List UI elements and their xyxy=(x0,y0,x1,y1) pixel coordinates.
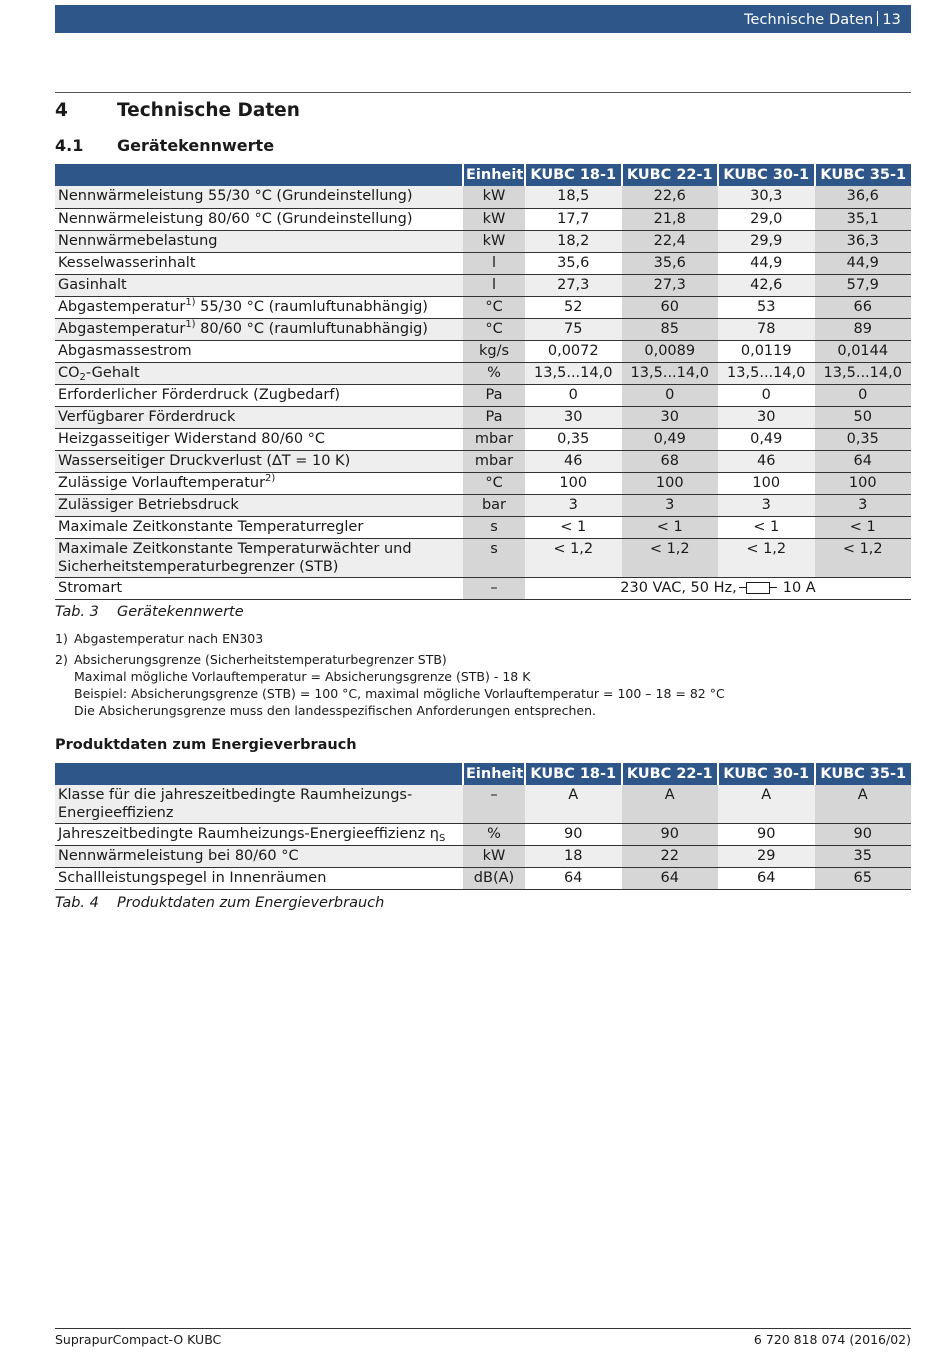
footnote-mark: 2) xyxy=(55,652,68,667)
row-value: 29,9 xyxy=(718,230,815,252)
row-value: 30 xyxy=(718,406,815,428)
table-row xyxy=(55,785,911,824)
row-value: 18 xyxy=(525,846,622,868)
row-value: 35 xyxy=(815,846,912,868)
row-unit: l xyxy=(463,252,525,274)
row-value: 89 xyxy=(815,318,912,340)
row-label: Zulässiger Betriebsdruck xyxy=(55,494,463,516)
footnote-text xyxy=(74,630,263,647)
row-value: 68 xyxy=(622,450,719,472)
table-row xyxy=(55,362,911,384)
row-value: 3 xyxy=(622,494,719,516)
table-row xyxy=(55,208,911,230)
row-value: 64 xyxy=(815,450,912,472)
header-cell-kubc22: KUBC 22-1 xyxy=(622,164,719,186)
row-value: 13,5...14,0 xyxy=(815,362,912,384)
table-row xyxy=(55,274,911,296)
caption-tab-number: Tab. 4 xyxy=(55,895,99,911)
row-value: 57,9 xyxy=(815,274,912,296)
header-cell-kubc30: KUBC 30-1 xyxy=(718,763,815,785)
row-value: 35,6 xyxy=(525,252,622,274)
row-value: 46 xyxy=(525,450,622,472)
row-unit: °C xyxy=(463,472,525,494)
row-value: < 1,2 xyxy=(525,538,622,577)
heading-2-number: 4.1 xyxy=(55,136,84,155)
row-value: 44,9 xyxy=(718,252,815,274)
footer-docnumber: 6 720 818 074 (2016/02) xyxy=(753,1332,911,1347)
row-value: 50 xyxy=(815,406,912,428)
fuse-icon xyxy=(739,581,777,593)
row-value: 0,0144 xyxy=(815,340,912,362)
footnote-line: Die Absicherungsgrenze muss den landesspezifischen Anforderungen entsprechen. xyxy=(74,703,597,718)
row-unit: mbar xyxy=(463,428,525,450)
row-value: < 1,2 xyxy=(622,538,719,577)
header-cell-unit: Einheit xyxy=(463,164,525,186)
row-unit: kW xyxy=(463,230,525,252)
footnote-mark: 1) xyxy=(55,631,68,646)
row-value: 90 xyxy=(815,824,912,846)
row-value: 13,5...14,0 xyxy=(525,362,622,384)
row-value: 100 xyxy=(525,472,622,494)
row-value: 66 xyxy=(815,296,912,318)
footnote-ref: 1) xyxy=(185,318,196,330)
row-label: Nennwärmebelastung xyxy=(55,230,463,252)
table-row xyxy=(55,384,911,406)
row-label: Wasserseitiger Druckverlust (∆T = 10 K) xyxy=(55,450,463,472)
row-unit: l xyxy=(463,274,525,296)
row-value: < 1 xyxy=(718,516,815,538)
row-unit: Pa xyxy=(463,406,525,428)
row-value: 44,9 xyxy=(815,252,912,274)
row-value: 27,3 xyxy=(525,274,622,296)
row-label: Nennwärmeleistung bei 80/60 °C xyxy=(55,846,463,868)
row-value: 75 xyxy=(525,318,622,340)
footnote-ref: 1) xyxy=(185,296,196,308)
header-section: Technische Daten xyxy=(743,12,874,28)
row-value: 22,6 xyxy=(622,186,719,208)
row-label-text: Zulässige Vorlauftemperatur xyxy=(58,474,266,491)
row-value: 0 xyxy=(718,384,815,406)
fuse-rating: 10 A xyxy=(782,579,816,596)
row-value: 30 xyxy=(622,406,719,428)
footnote-line: Absicherungsgrenze (Sicherheitstemperaturbegrenzer STB) xyxy=(74,652,447,667)
row-label-text: -Gehalt xyxy=(85,364,140,381)
table-header-row xyxy=(55,763,911,785)
footnote-ref: 2) xyxy=(265,472,276,484)
table-row xyxy=(55,846,911,868)
row-unit: kW xyxy=(463,208,525,230)
table-row xyxy=(55,252,911,274)
top-rule xyxy=(55,92,911,93)
table-row xyxy=(55,428,911,450)
table-row xyxy=(55,538,911,577)
row-value: 29,0 xyxy=(718,208,815,230)
row-value: < 1,2 xyxy=(815,538,912,577)
table-row xyxy=(55,472,911,494)
footnote-line: Beispiel: Absicherungsgrenze (STB) = 100 °C, maximal mögliche Vorlauftemperatur = 100 – 18 = 82 °C xyxy=(74,686,725,701)
row-value: 65 xyxy=(815,868,912,890)
row-value: 36,3 xyxy=(815,230,912,252)
row-value: 17,7 xyxy=(525,208,622,230)
row-value: 3 xyxy=(718,494,815,516)
table-row xyxy=(55,406,911,428)
row-label: Nennwärmeleistung 80/60 °C (Grundeinstellung) xyxy=(55,208,463,230)
row-value: 100 xyxy=(718,472,815,494)
row-value: < 1 xyxy=(815,516,912,538)
row-unit: dB(A) xyxy=(463,868,525,890)
row-unit: % xyxy=(463,362,525,384)
header-cell-kubc35: KUBC 35-1 xyxy=(815,164,912,186)
row-value: 52 xyxy=(525,296,622,318)
row-value: 85 xyxy=(622,318,719,340)
row-unit: °C xyxy=(463,318,525,340)
row-value: 22,4 xyxy=(622,230,719,252)
row-unit: kg/s xyxy=(463,340,525,362)
row-label: Maximale Zeitkonstante Temperaturwächter und Sicherheitstemperaturbegrenzer (STB) xyxy=(55,538,463,577)
row-value: 3 xyxy=(525,494,622,516)
page-number: 13 xyxy=(882,12,901,28)
row-label: Kesselwasserinhalt xyxy=(55,252,463,274)
header-cell-unit: Einheit xyxy=(463,763,525,785)
row-value: 100 xyxy=(622,472,719,494)
row-label xyxy=(55,824,463,846)
row-value: 100 xyxy=(815,472,912,494)
header-separator xyxy=(877,11,878,26)
energieverbrauch-table xyxy=(55,763,911,890)
row-value: < 1 xyxy=(525,516,622,538)
header-text xyxy=(744,11,901,28)
row-label: Maximale Zeitkonstante Temperaturregler xyxy=(55,516,463,538)
table-row xyxy=(55,186,911,208)
row-value: 64 xyxy=(718,868,815,890)
row-value: 0,49 xyxy=(622,428,719,450)
bottom-rule xyxy=(55,1328,911,1329)
header-cell-blank xyxy=(55,763,463,785)
row-label xyxy=(55,296,463,318)
row-unit: kW xyxy=(463,846,525,868)
geraetekennwerte-table xyxy=(55,164,911,600)
row-value: < 1 xyxy=(622,516,719,538)
row-value: 64 xyxy=(525,868,622,890)
row-unit: – xyxy=(463,785,525,824)
subscript: 2 xyxy=(79,371,86,383)
header-cell-blank xyxy=(55,164,463,186)
row-value: 53 xyxy=(718,296,815,318)
footer-product: SuprapurCompact-O KUBC xyxy=(55,1332,222,1347)
row-label-text: 80/60 °C (raumluftunabhängig) xyxy=(195,320,428,337)
row-value: 90 xyxy=(622,824,719,846)
row-value: 0 xyxy=(525,384,622,406)
header-cell-kubc35: KUBC 35-1 xyxy=(815,763,912,785)
table-row xyxy=(55,516,911,538)
heading-1 xyxy=(55,100,300,121)
header-cell-kubc22: KUBC 22-1 xyxy=(622,763,719,785)
row-unit: °C xyxy=(463,296,525,318)
row-label: Nennwärmeleistung 55/30 °C (Grundeinstellung) xyxy=(55,186,463,208)
row-value: 22 xyxy=(622,846,719,868)
row-value: 90 xyxy=(718,824,815,846)
row-value: 78 xyxy=(718,318,815,340)
table-row xyxy=(55,230,911,252)
row-value: 0,0072 xyxy=(525,340,622,362)
row-value: 42,6 xyxy=(718,274,815,296)
row-label: Schallleistungspegel in Innenräumen xyxy=(55,868,463,890)
footnote-text xyxy=(74,651,725,719)
row-value: 36,6 xyxy=(815,186,912,208)
caption-title: Gerätekennwerte xyxy=(117,604,244,620)
row-label xyxy=(55,362,463,384)
footnote-line: Maximal mögliche Vorlauftemperatur = Absicherungsgrenze (STB) - 18 K xyxy=(74,669,531,684)
row-value: 30 xyxy=(525,406,622,428)
row-label: Klasse für die jahreszeitbedingte Raumheizungs-Energieeffizienz xyxy=(55,785,463,824)
row-value: 0,35 xyxy=(815,428,912,450)
row-value: 29 xyxy=(718,846,815,868)
table-3-caption xyxy=(55,604,244,620)
row-value: A xyxy=(718,785,815,824)
caption-title: Produktdaten zum Energieverbrauch xyxy=(117,895,385,911)
row-value: 21,8 xyxy=(622,208,719,230)
row-value: A xyxy=(815,785,912,824)
page-header-bar xyxy=(55,5,911,33)
row-value: 30,3 xyxy=(718,186,815,208)
row-label-text: Jahreszeitbedingte Raumheizungs-Energieeffizienz η xyxy=(58,826,439,842)
row-value: 0,35 xyxy=(525,428,622,450)
heading-1-number: 4 xyxy=(55,100,68,121)
row-unit: – xyxy=(463,577,525,599)
subscript: S xyxy=(439,833,446,844)
row-value: 0,0089 xyxy=(622,340,719,362)
row-value: 27,3 xyxy=(622,274,719,296)
row-value: 35,1 xyxy=(815,208,912,230)
row-value: 64 xyxy=(622,868,719,890)
row-label: Erforderlicher Förderdruck (Zugbedarf) xyxy=(55,384,463,406)
header-cell-kubc18: KUBC 18-1 xyxy=(525,164,622,186)
table-4-caption xyxy=(55,895,384,911)
row-value: A xyxy=(622,785,719,824)
header-cell-kubc18: KUBC 18-1 xyxy=(525,763,622,785)
row-value: 0 xyxy=(815,384,912,406)
row-value: 18,2 xyxy=(525,230,622,252)
caption-tab-number: Tab. 3 xyxy=(55,604,99,620)
row-label: Stromart xyxy=(55,577,463,599)
row-unit: s xyxy=(463,538,525,577)
row-label: Heizgasseitiger Widerstand 80/60 °C xyxy=(55,428,463,450)
row-value: 13,5...14,0 xyxy=(622,362,719,384)
row-label: Abgasmassestrom xyxy=(55,340,463,362)
row-unit: s xyxy=(463,516,525,538)
row-value: 0,0119 xyxy=(718,340,815,362)
energy-subheading: Produktdaten zum Energieverbrauch xyxy=(55,737,357,753)
table-row xyxy=(55,318,911,340)
current-type-text: 230 VAC, 50 Hz, xyxy=(620,579,737,596)
heading-1-title: Technische Daten xyxy=(117,100,300,121)
table-row xyxy=(55,824,911,846)
header-cell-kubc30: KUBC 30-1 xyxy=(718,164,815,186)
row-label xyxy=(55,472,463,494)
footnote-line: Abgastemperatur nach EN303 xyxy=(74,631,264,646)
row-unit: kW xyxy=(463,186,525,208)
row-label: Verfügbarer Förderdruck xyxy=(55,406,463,428)
row-label: Gasinhalt xyxy=(55,274,463,296)
footnotes xyxy=(55,630,911,723)
table-header-row xyxy=(55,164,911,186)
table-row xyxy=(55,450,911,472)
row-value-merged xyxy=(525,577,911,599)
table-row xyxy=(55,494,911,516)
row-label-text: Abgastemperatur xyxy=(58,298,186,315)
row-unit: bar xyxy=(463,494,525,516)
table-row xyxy=(55,577,911,599)
footnote xyxy=(55,630,911,647)
row-label-text: Abgastemperatur xyxy=(58,320,186,337)
row-value: 0 xyxy=(622,384,719,406)
row-value: A xyxy=(525,785,622,824)
row-unit: mbar xyxy=(463,450,525,472)
table-row xyxy=(55,296,911,318)
row-label xyxy=(55,318,463,340)
row-unit: Pa xyxy=(463,384,525,406)
row-label-text: CO xyxy=(58,364,80,381)
row-value: 18,5 xyxy=(525,186,622,208)
footnote xyxy=(55,651,911,719)
row-value: 35,6 xyxy=(622,252,719,274)
heading-2 xyxy=(55,136,274,155)
row-value: 13,5...14,0 xyxy=(718,362,815,384)
row-value: 46 xyxy=(718,450,815,472)
row-unit: % xyxy=(463,824,525,846)
row-value: 0,49 xyxy=(718,428,815,450)
row-label-text: 55/30 °C (raumluftunabhängig) xyxy=(195,298,428,315)
row-value: 90 xyxy=(525,824,622,846)
row-value: 60 xyxy=(622,296,719,318)
row-value: 3 xyxy=(815,494,912,516)
table-row xyxy=(55,340,911,362)
table-row xyxy=(55,868,911,890)
row-value: < 1,2 xyxy=(718,538,815,577)
heading-2-title: Gerätekennwerte xyxy=(117,136,275,155)
